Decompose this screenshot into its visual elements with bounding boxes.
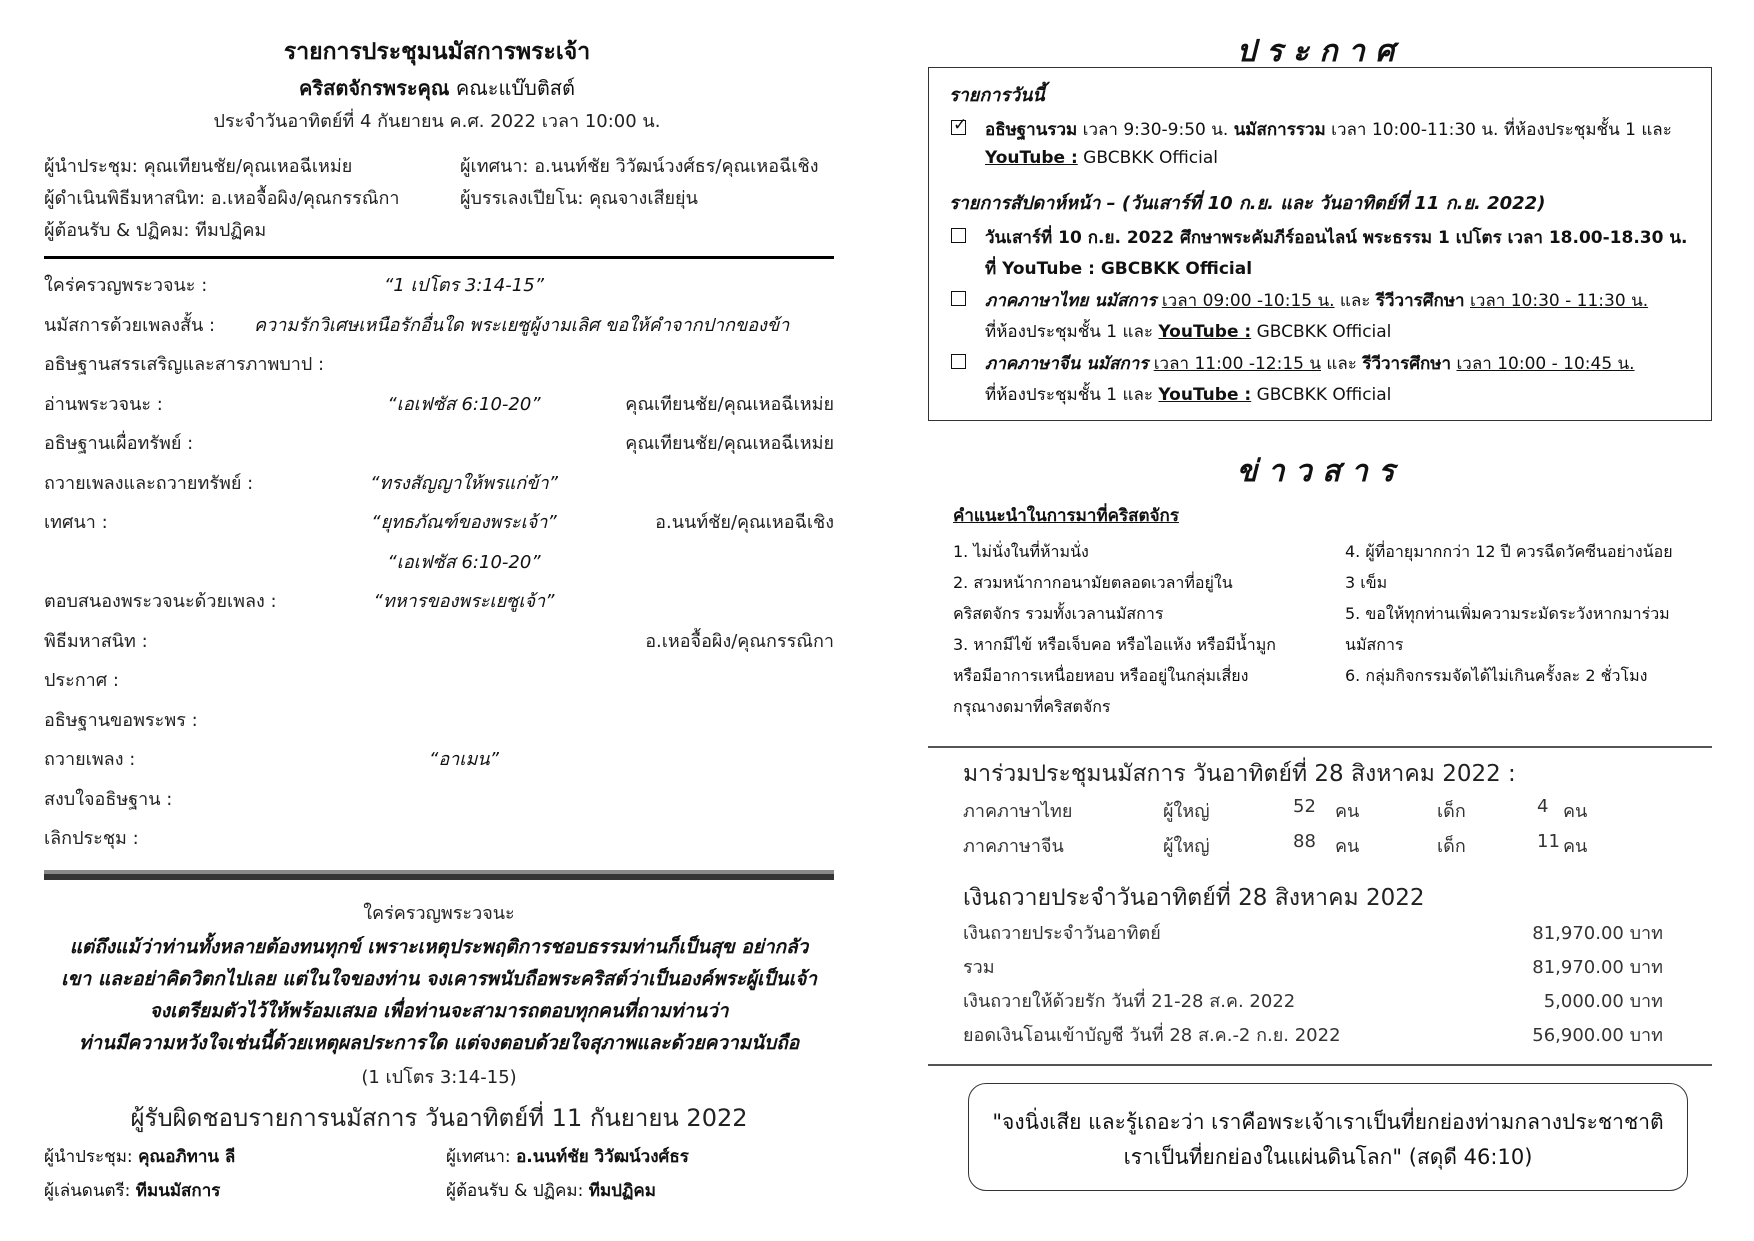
news-title: ข่ า ว ส า ร xyxy=(1236,454,1395,489)
order-item-detail: “อาเมน” xyxy=(429,749,499,770)
adult-label: ผู้ใหญ่ xyxy=(1163,836,1210,857)
youtube-channel: GBCBKK Official xyxy=(1077,148,1218,168)
reflection-line: จงเตรียมตัวไว้ให้พร้อมเสมอ เพื่อท่านจะสามารถตอบทุกคนที่ถามท่านว่า xyxy=(149,1000,729,1022)
location-text: ที่ห้องประชุมชั้น 1 และ xyxy=(985,322,1159,342)
next-preacher-label: ผู้เทศนา: xyxy=(446,1147,511,1167)
adult-count: 52 xyxy=(1293,796,1316,817)
order-item-label: ถวายเพลง : xyxy=(44,749,136,770)
guidance-item: คริสตจักร รวมทั้งเวลานมัสการ xyxy=(953,604,1164,623)
adult-count: 88 xyxy=(1293,831,1316,852)
order-item-label: ประกาศ : xyxy=(44,670,119,691)
staff-greeters: ผู้ต้อนรับ & ปฏิคม: ทีมปฏิคม xyxy=(44,220,267,241)
divider-thick xyxy=(44,870,834,880)
order-item-label: เลิกประชุม : xyxy=(44,828,139,849)
sunday-school-time: เวลา 10:30 - 11:30 น. xyxy=(1470,291,1649,311)
guidance-item: 3. หากมีไข้ หรือเจ็บคอ หรือไอแห้ง หรือมีน้ำมูก xyxy=(953,635,1276,654)
guidance-item: นมัสการ xyxy=(1345,635,1404,654)
order-item-label: เทศนา : xyxy=(44,512,108,533)
church-denomination: คณะแบ๊บติสต์ xyxy=(455,76,575,100)
offering-amount: 81,970.00 บาท xyxy=(1532,957,1663,978)
checkbox xyxy=(951,228,966,243)
order-item-label: อธิษฐานขอพระพร : xyxy=(44,709,198,731)
attendance-group: ภาคภาษาไทย xyxy=(963,801,1073,822)
youtube-link[interactable]: YouTube : xyxy=(1158,322,1252,342)
bible-study-youtube: ที่ YouTube : GBCBKK Official xyxy=(985,259,1253,279)
next-leader-value: คุณอภิทาน ลี xyxy=(138,1147,236,1167)
thai-service-location xyxy=(985,318,1391,345)
chinese-worship-time: เวลา 11:00 -12:15 น xyxy=(1153,354,1321,374)
thai-worship-time: เวลา 09:00 -10:15 น. xyxy=(1161,291,1335,311)
offering-amount: 81,970.00 บาท xyxy=(1532,923,1663,944)
sunday-school-label: รีวีวารศึกษา xyxy=(1362,354,1452,374)
child-count: 11 xyxy=(1537,831,1560,852)
worship-label: นมัสการรวม xyxy=(1233,120,1326,140)
order-item-person: คุณเทียนชัย/คุณเหอฉีเหม่ย xyxy=(625,433,834,454)
next-preacher-value: อ.นนท์ชัย วิวัฒน์วงศ์ธร xyxy=(516,1147,689,1167)
memory-verse-line: เราเป็นที่ยกย่องในแผ่นดินโลก" (สดุดี 46:10) xyxy=(1123,1145,1533,1169)
order-item-label: อ่านพระวจนะ : xyxy=(44,393,163,415)
order-item-detail: “ยุทธภัณฑ์ของพระเจ้า” xyxy=(371,512,557,533)
location-text: ที่ห้องประชุมชั้น 1 และ xyxy=(985,385,1159,405)
checkbox xyxy=(951,354,966,369)
order-item-label: ตอบสนองพระวจนะด้วยเพลง : xyxy=(44,591,277,612)
divider xyxy=(928,746,1712,748)
unit-label: คน xyxy=(1335,836,1360,857)
youtube-channel: GBCBKK Official xyxy=(1251,385,1392,405)
divider xyxy=(44,256,834,259)
prayer-time: เวลา 9:30-9:50 น. xyxy=(1077,120,1234,140)
unit-label: คน xyxy=(1563,801,1588,822)
and-text: และ xyxy=(1321,354,1363,374)
guidance-item: 6. กลุ่มกิจกรรมจัดได้ไม่เกินครั้งละ 2 ชั่วโมง xyxy=(1345,666,1648,685)
thai-service-item xyxy=(985,287,1648,314)
today-item xyxy=(985,116,1672,143)
announcements-title: ป ร ะ ก า ศ xyxy=(1236,34,1395,69)
memory-verse-line: "จงนิ่งเสีย และรู้เถอะว่า เราคือพระเจ้าเราเป็นที่ยกย่องท่ามกลางประชาชาติ xyxy=(992,1110,1664,1134)
guidance-item: 3 เข็ม xyxy=(1345,573,1388,592)
next-week-heading: ผู้รับผิดชอบรายการนมัสการ วันอาทิตย์ที่ 11 กันยายน 2022 xyxy=(130,1104,748,1132)
thai-worship-label: ภาคภาษาไทย นมัสการ xyxy=(985,291,1157,311)
order-item-person: คุณเทียนชัย/คุณเหอฉีเหม่ย xyxy=(625,393,834,415)
staff-communion: ผู้ดำเนินพิธีมหาสนิท: อ.เหอจื้อผิง/คุณกรรณิกา xyxy=(44,188,400,209)
offering-label: ยอดเงินโอนเข้าบัญชี วันที่ 28 ส.ค.-2 ก.ย. 2022 xyxy=(963,1025,1341,1046)
next-greeter-value: ทีมปฏิคม xyxy=(588,1181,656,1201)
order-item-person: อ.เหอจื้อผิง/คุณกรรณิกา xyxy=(645,630,834,652)
attendance-table xyxy=(963,796,1663,866)
guidance-heading: คำแนะนำในการมาที่คริสตจักร xyxy=(953,506,1179,526)
unit-label: คน xyxy=(1335,801,1360,822)
youtube-channel: GBCBKK Official xyxy=(1251,322,1392,342)
guidance-item: หรือมีอาการเหนื่อยหอบ หรืออยู่ในกลุ่มเสี่ยง xyxy=(953,666,1249,685)
order-item-label: สงบใจอธิษฐาน : xyxy=(44,788,173,810)
order-item-detail: ความรักวิเศษเหนือรักอื่นใด พระเยซูผู้งามเลิศ ขอให้คำจากปากของข้า xyxy=(254,314,790,336)
reflection-line: ท่านมีความหวังใจเช่นนี้ด้วยเหตุผลประการใด แต่จงตอบด้วยใจสุภาพและด้วยความนับถือ xyxy=(78,1032,800,1054)
guidance-item: 1. ไม่นั่งในที่ห้ามนั่ง xyxy=(953,542,1089,561)
child-label: เด็ก xyxy=(1437,836,1466,857)
order-item-label: นมัสการด้วยเพลงสั้น : xyxy=(44,314,216,336)
order-item-label: อธิษฐานสรรเสริญและสารภาพบาป : xyxy=(44,354,325,375)
order-item-person: อ.นนท์ชัย/คุณเหอฉีเชิง xyxy=(655,512,834,533)
offering-label: เงินถวายให้ด้วยรัก วันที่ 21-28 ส.ค. 2022 xyxy=(963,991,1296,1012)
next-musician xyxy=(44,1177,220,1204)
attendance-group: ภาคภาษาจีน xyxy=(963,836,1064,857)
next-week-schedule-heading: รายการสัปดาห์หน้า – (วันเสาร์ที่ 10 ก.ย. และ วันอาทิตย์ที่ 11 ก.ย. 2022) xyxy=(949,193,1546,214)
chinese-service-location xyxy=(985,381,1391,408)
guidance-item: 5. ขอให้ทุกท่านเพิ่มความระมัดระวังหากมาร่วม xyxy=(1345,604,1670,623)
sunday-school-label: รีวีวารศึกษา xyxy=(1375,291,1465,311)
next-greeter-label: ผู้ต้อนรับ & ปฏิคม: xyxy=(446,1181,584,1201)
next-leader xyxy=(44,1143,235,1170)
order-item-label: ถวายเพลงและถวายทรัพย์ : xyxy=(44,472,254,494)
order-item-detail: “เอเฟซัส 6:10-20” xyxy=(387,551,541,573)
youtube-link[interactable]: YouTube : xyxy=(1158,385,1252,405)
prayer-label: อธิษฐานรวม xyxy=(985,120,1078,140)
order-item-label: พิธีมหาสนิท : xyxy=(44,630,148,652)
offering-heading: เงินถวายประจำวันอาทิตย์ที่ 28 สิงหาคม 2022 xyxy=(963,885,1425,911)
staff-leader: ผู้นำประชุม: คุณเทียนชัย/คุณเหอฉีเหม่ย xyxy=(44,156,353,177)
child-count: 4 xyxy=(1537,796,1549,817)
adult-label: ผู้ใหญ่ xyxy=(1163,801,1210,822)
next-leader-label: ผู้นำประชุม: xyxy=(44,1147,133,1167)
order-item-label: ใคร่ครวญพระวจนะ : xyxy=(44,275,208,296)
next-musician-value: ทีมนมัสการ xyxy=(135,1181,221,1201)
reflection-line: เขา และอย่าคิดวิตกไปเลย แต่ในใจของท่าน จงเคารพนับถือพระคริสต์ว่าเป็นองค์พระผู้เป็นเจ้า xyxy=(61,968,817,990)
order-item-detail: “ทหารของพระเยซูเจ้า” xyxy=(373,591,555,612)
divider xyxy=(928,1064,1712,1066)
youtube-link[interactable]: YouTube : xyxy=(985,148,1078,168)
order-of-service xyxy=(44,270,834,850)
reflection-reference: (1 เปโตร 3:14-15) xyxy=(361,1067,517,1088)
offering-amount: 56,900.00 บาท xyxy=(1532,1025,1663,1046)
bible-study-item: วันเสาร์ที่ 10 ก.ย. 2022 ศึกษาพระคัมภีร์ออนไลน์ พระธรรม 1 เปโตร เวลา 18.00-18.30 น. xyxy=(985,228,1688,248)
guidance-item: 4. ผู้ที่อายุมากกว่า 12 ปี ควรฉีดวัคซีนอย่างน้อย xyxy=(1345,542,1673,561)
today-heading: รายการวันนี้ xyxy=(949,85,1045,106)
staff-preacher: ผู้เทศนา: อ.นนท์ชัย วิวัฒน์วงศ์ธร/คุณเหอฉีเชิง xyxy=(460,156,819,177)
unit-label: คน xyxy=(1563,836,1588,857)
offering-label: รวม xyxy=(963,957,995,978)
guidance-item: 2. สวมหน้ากากอนามัยตลอดเวลาที่อยู่ใน xyxy=(953,573,1233,592)
and-text: และ xyxy=(1334,291,1376,311)
order-item-detail: “ทรงสัญญาให้พรแก่ข้า” xyxy=(370,472,558,494)
worship-time: เวลา 10:00-11:30 น. ที่ห้องประชุมชั้น 1 และ xyxy=(1325,120,1672,140)
next-greeter xyxy=(446,1177,656,1204)
offering-amount: 5,000.00 บาท xyxy=(1543,991,1663,1012)
reflection-line: แต่ถึงแม้ว่าท่านทั้งหลายต้องทนทุกข์ เพราะเหตุประพฤติการชอบธรรมท่านก็เป็นสุข อย่ากลัว xyxy=(69,936,809,958)
reflection-heading: ใคร่ครวญพระวจนะ xyxy=(363,903,515,924)
checkbox xyxy=(951,291,966,306)
offering-table xyxy=(963,918,1663,1058)
today-youtube xyxy=(985,148,1218,168)
offering-label: เงินถวายประจำวันอาทิตย์ xyxy=(963,923,1161,944)
right-page xyxy=(877,0,1754,1241)
next-musician-label: ผู้เล่นดนตรี: xyxy=(44,1181,131,1201)
chinese-service-item xyxy=(985,350,1635,377)
order-item-detail: “เอเฟซัส 6:10-20” xyxy=(387,393,541,415)
church-name-bold: คริสตจักรพระคุณ xyxy=(299,76,450,100)
sunday-school-time: เวลา 10:00 - 10:45 น. xyxy=(1456,354,1635,374)
church-name xyxy=(44,72,830,104)
guidance-item: กรุณางดมาที่คริสตจักร xyxy=(953,697,1111,716)
page-title: รายการประชุมนมัสการพระเจ้า xyxy=(283,39,591,65)
order-item-detail: “1 เปโตร 3:14-15” xyxy=(384,275,544,296)
order-item-label: อธิษฐานเผื่อทรัพย์ : xyxy=(44,433,194,454)
child-label: เด็ก xyxy=(1437,801,1466,822)
service-date: ประจำวันอาทิตย์ที่ 4 กันยายน ค.ศ. 2022 เวลา 10:00 น. xyxy=(213,111,661,132)
next-preacher xyxy=(446,1143,689,1170)
attendance-heading: มาร่วมประชุมนมัสการ วันอาทิตย์ที่ 28 สิงหาคม 2022 : xyxy=(963,761,1516,787)
chinese-worship-label: ภาคภาษาจีน นมัสการ xyxy=(985,354,1149,374)
checkbox-checked xyxy=(951,120,966,135)
staff-pianist: ผู้บรรเลงเปียโน: คุณจางเสียยุ่น xyxy=(460,188,698,209)
